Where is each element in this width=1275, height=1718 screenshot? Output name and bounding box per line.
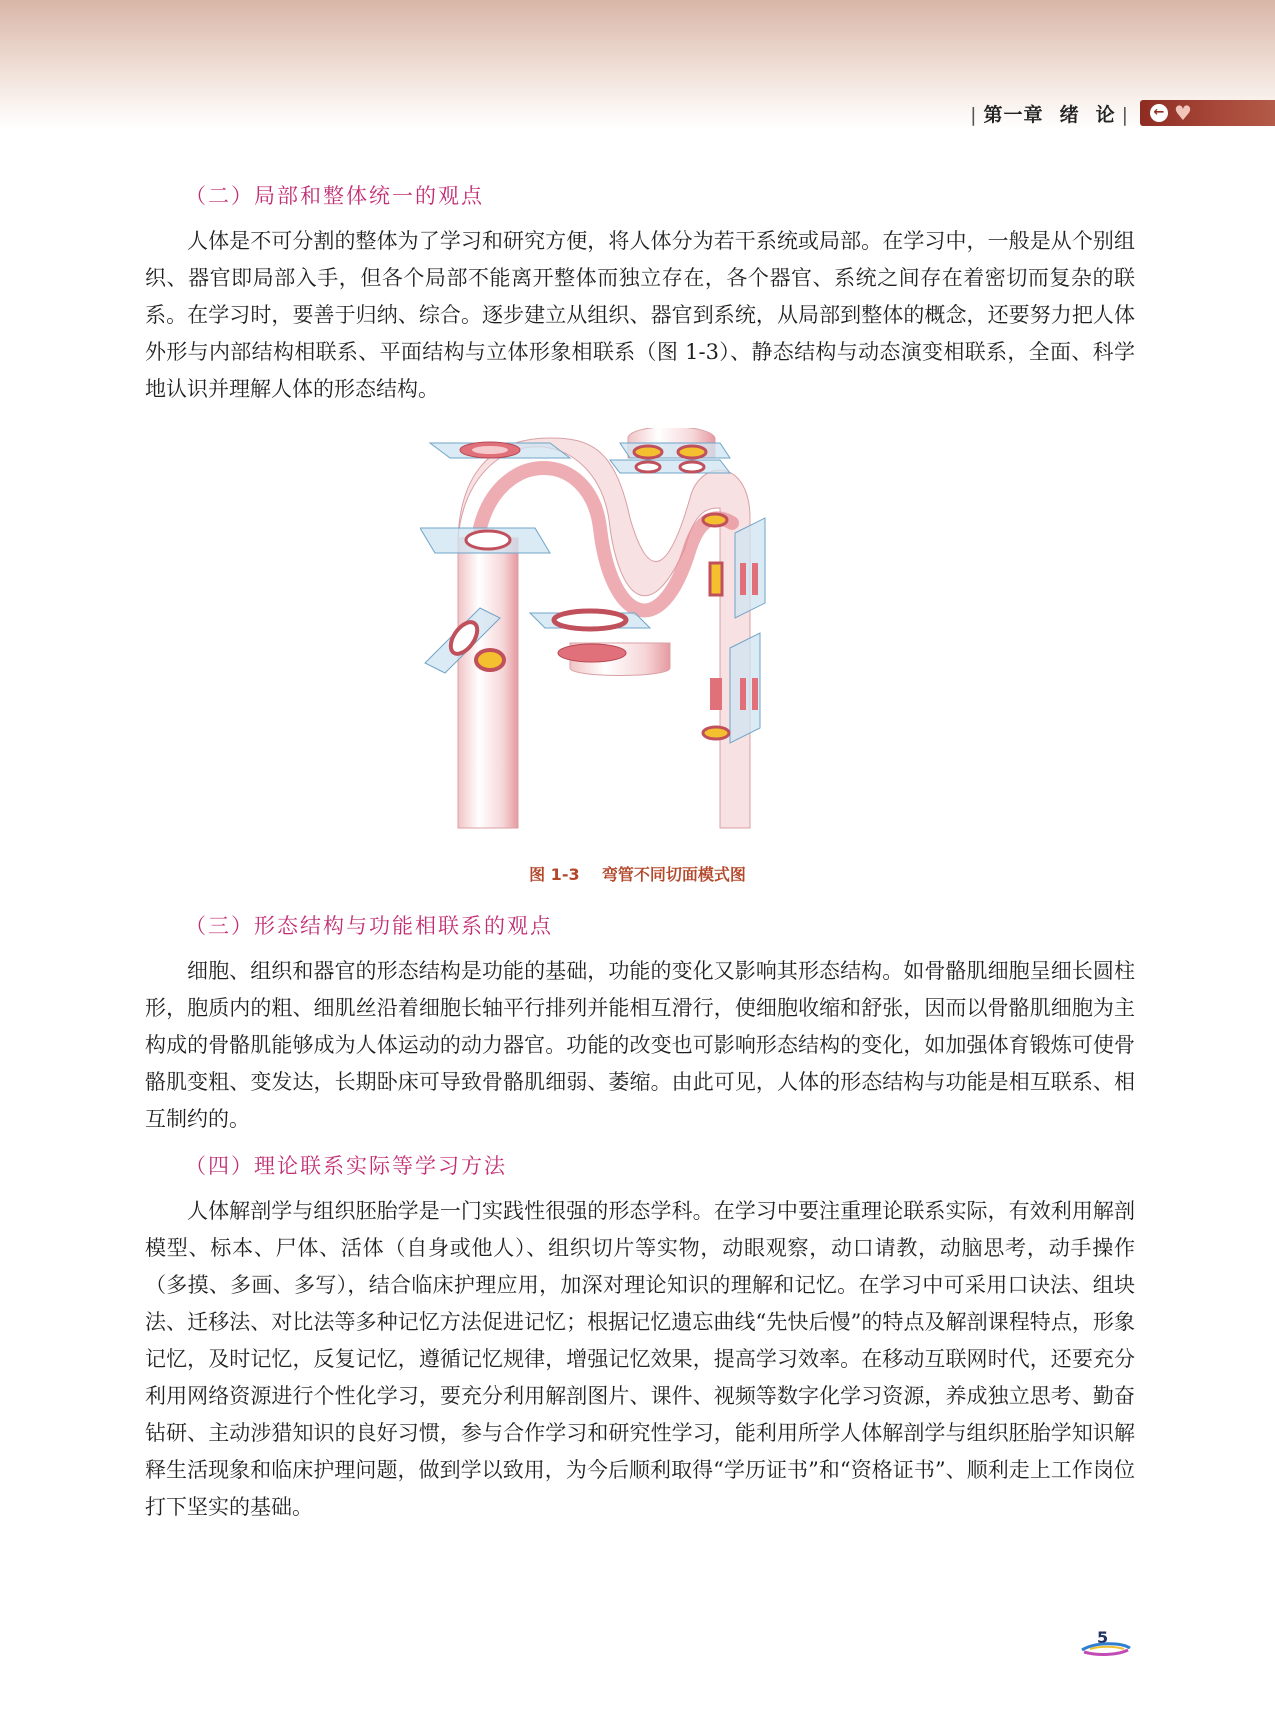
page-swoosh-icon xyxy=(1080,1640,1132,1656)
section-paragraph-4: 人体解剖学与组织胚胎学是一门实践性很强的形态学科。在学习中要注重理论联系实际，有效利用解剖模型、标本、尸体、活体（自身或他人）、组织切片等实物，动眼观察，动口请教，动脑思考，动手操作（多摸、多画、多写），结合临床护理应用，加深对理论知识的理解和记忆。在学习中可采用口诀法、组块法、迁移法、对比法等多种记忆方法促进记忆；根据记忆遗忘曲线“先快后慢”的特点及解剖课程特点，形象记忆，及时记忆，反复记忆，遵循记忆规律，增强记忆效果，提高学习效率。在移动互联网时代，还要充分利用网络资源进行个性化学习，要充分利用解剖图片、课件、视频等数字化学习资源，养成独立思考、勤奋钻研、主动涉猎知识的良好习惯，参与合作学习和研究性学习，能利用所学人体解剖学与组织胚胎学知识解释生活现象和临床护理问题，做到学以致用，为今后顺利取得“学历证书”和“资格证书”、顺利走上工作岗位打下坚实的基础。 xyxy=(145,1199,1135,1519)
page-number: 5 xyxy=(1097,1628,1109,1647)
chapter-title-char-2: 论 xyxy=(1095,104,1116,126)
section-heading-3: （三）形态结构与功能相联系的观点 xyxy=(185,914,553,938)
section-paragraph-2: 人体是不可分割的整体为了学习和研究方便，将人体分为若干系统或局部。在学习中，一般是从个别组织、器官即局部入手，但各个局部不能离开整体而独立存在，各个器官、系统之间存在着密切而复杂的联系。在学习时，要善于归纳、综合。逐步建立从组织、器官到系统，从局部到整体的概念，还要努力把人体外形与内部结构相联系、平面结构与立体形象相联系（图 1-3）、静态结构与动态演变相联系，全面、科学地认识并理解人体的形态结构。 xyxy=(145,229,1135,401)
section-paragraph-3: 细胞、组织和器官的形态结构是功能的基础，功能的变化又影响其形态结构。如骨骼肌细胞呈细长圆柱形，胞质内的粗、细肌丝沿着细胞长轴平行排列并能相互滑行，使细胞收缩和舒张，因而以骨骼肌细胞为主构成的骨骼肌能够成为人体运动的动力器官。功能的改变也可影响形态结构的变化，如加强体育锻炼可使骨骼肌变粗、变发达，长期卧床可导致骨骼肌细弱、萎缩。由此可见，人体的形态结构与功能是相互联系、相互制约的。 xyxy=(145,959,1135,1131)
bent-tube-sections-illustration xyxy=(420,428,860,848)
divider-right: | xyxy=(1121,104,1129,126)
back-arrow-icon[interactable]: ← xyxy=(1150,104,1168,122)
figure-title: 弯管不同切面模式图 xyxy=(601,865,746,884)
section-heading-4: （四）理论联系实际等学习方法 xyxy=(185,1154,507,1178)
section-heading-2: （二）局部和整体统一的观点 xyxy=(185,184,484,208)
figure-label: 图 1-3 xyxy=(529,865,580,884)
heart-icon: ♥ xyxy=(1174,101,1192,125)
chapter-label: 第一章 xyxy=(983,104,1044,126)
chapter-header xyxy=(964,100,1135,127)
figure-caption xyxy=(0,862,1275,885)
chapter-title-char-1: 绪 xyxy=(1059,104,1080,126)
header-nav-tab xyxy=(1140,100,1275,126)
divider-left: | xyxy=(970,104,978,126)
